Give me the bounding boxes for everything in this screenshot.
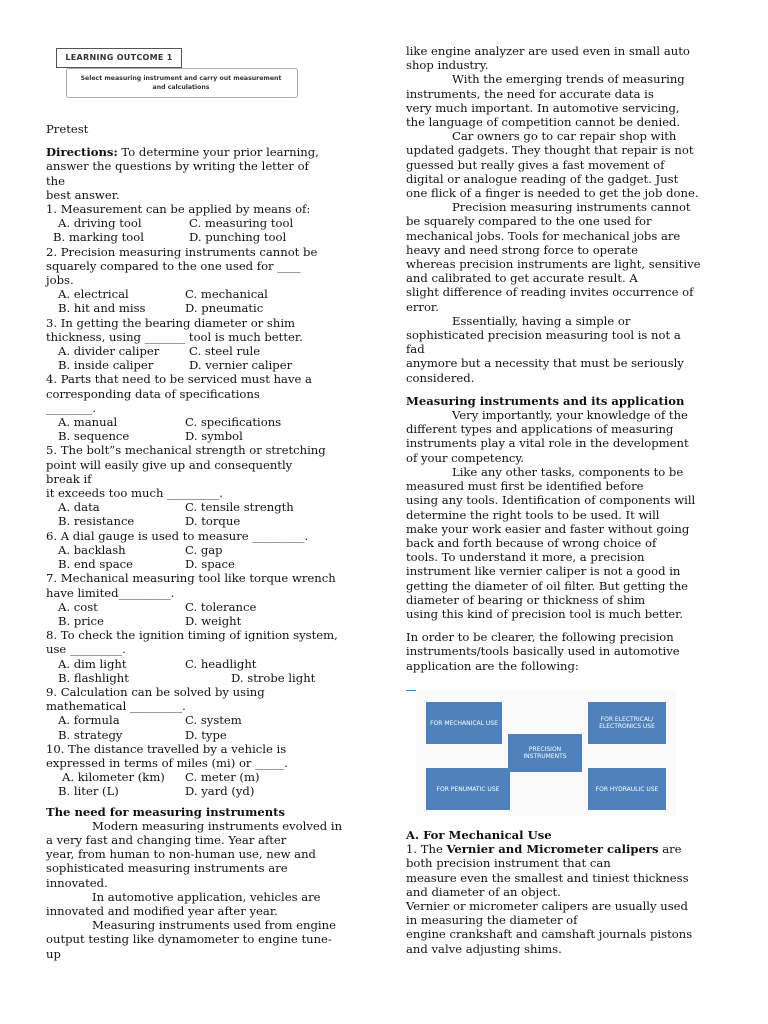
need-section-body	[46, 819, 364, 961]
paragraph-line: back and forth because of wrong choice of	[406, 535, 657, 550]
item1-suffix: are	[658, 842, 682, 857]
answer-option: B. strategy	[58, 727, 123, 742]
answer-options-row	[46, 770, 364, 784]
answer-options-row	[46, 415, 364, 429]
answer-option: A. kilometer (km)	[62, 770, 165, 785]
question-text: use _________.	[46, 642, 126, 657]
paragraph-line: instruments/tools basically used in automotive	[406, 644, 680, 659]
question-text: break if	[46, 471, 92, 486]
measuring-section-body	[406, 408, 724, 621]
question-text: 2. Precision measuring instruments cannot be	[46, 244, 318, 259]
measuring-section-heading: Measuring instruments and its application	[406, 393, 685, 408]
paragraph-line: instrument like vernier caliper is not a good in	[406, 564, 681, 579]
paragraph-line: be squarely compared to the one used for	[406, 214, 652, 229]
answer-option: C. headlight	[185, 656, 257, 671]
answer-option: A. cost	[58, 599, 98, 614]
paragraph-line: With the emerging trends of measuring	[452, 72, 685, 87]
paragraph-line: one flick of a finger is needed to get the job done.	[406, 186, 699, 201]
learning-outcome-description	[66, 74, 296, 92]
answer-option: B. flashlight	[58, 670, 129, 685]
answer-options-row	[46, 301, 364, 315]
item1-bold: Vernier and Micrometer calipers	[446, 842, 659, 857]
paragraph-line: engine crankshaft and camshaft journals pistons	[406, 927, 693, 942]
answer-options-row	[46, 429, 364, 443]
answer-option: B. resistance	[58, 514, 135, 529]
answer-options-row	[46, 657, 364, 671]
item1-body	[406, 856, 724, 955]
right-column	[406, 44, 724, 673]
question-list	[46, 202, 364, 799]
question-text: mathematical _________.	[46, 699, 186, 714]
paragraph-line: sophisticated precision measuring tool is not a	[406, 328, 681, 343]
answer-option: D. punching tool	[189, 230, 287, 245]
paragraph-line: different types and applications of measuring	[406, 422, 674, 437]
question-text: 10. The distance travelled by a vehicle is	[46, 741, 287, 756]
right-paragraphs	[406, 72, 724, 384]
answer-options-row	[46, 713, 364, 727]
node-pneumatic-use: FOR PENUMATIC USE	[426, 768, 510, 810]
directions-line: answer the questions by writing the letter of	[46, 159, 309, 174]
answer-option: B. price	[58, 613, 104, 628]
question-text: 9. Calculation can be solved by using	[46, 684, 265, 699]
answer-option: A. data	[58, 500, 100, 515]
answer-option: C. measuring tool	[189, 216, 294, 231]
item1-prefix: 1. The	[406, 842, 447, 857]
answer-option: A. driving tool	[58, 216, 142, 231]
answer-option: D. symbol	[185, 429, 243, 444]
pretest-heading: Pretest	[46, 122, 89, 136]
learning-outcome-box	[56, 48, 298, 98]
answer-options-row	[46, 344, 364, 358]
paragraph-line: determine the right tools to be used. It will	[406, 507, 660, 522]
question-text: 7. Mechanical measuring tool like torque wrench	[46, 571, 336, 586]
paragraph-line: application are the following:	[406, 658, 579, 673]
answer-options-row	[46, 728, 364, 742]
item1-first-line	[406, 842, 724, 856]
mechanical-use-heading: A. For Mechanical Use	[406, 828, 552, 842]
paragraph-line: Precision measuring instruments cannot	[452, 200, 691, 215]
answer-option: A. dim light	[58, 656, 127, 671]
answer-option: C. tolerance	[185, 599, 257, 614]
answer-options-row	[46, 287, 364, 301]
paragraph-line: sophisticated measuring instruments are	[46, 861, 288, 876]
directions-line: best answer.	[46, 187, 120, 202]
paragraph-line: of your competency.	[406, 450, 525, 465]
paragraph-line: the language of competition cannot be denied.	[406, 115, 681, 130]
question-text: 5. The bolt”s mechanical strength or stretching	[46, 443, 326, 458]
answer-options-row	[46, 230, 364, 244]
paragraph-line: getting the diameter of oil filter. But getting the	[406, 578, 689, 593]
answer-option: B. liter (L)	[58, 784, 119, 799]
node-mechanical-use: FOR MECHANICAL USE	[426, 702, 502, 744]
answer-options-row	[46, 671, 364, 685]
node-precision-instruments: PRECISION INSTRUMENTS	[508, 734, 582, 772]
question-text: it exceeds too much _________.	[46, 486, 223, 501]
answer-option: B. inside caliper	[58, 358, 154, 373]
answer-option: D. yard (yd)	[185, 784, 255, 799]
answer-options-row	[46, 614, 364, 628]
lo-desc-line: Select measuring instrument and carry out measurement	[80, 75, 282, 82]
answer-option: A. formula	[58, 713, 120, 728]
intro-line: like engine analyzer are used even in small auto	[406, 44, 690, 58]
answer-options-row	[46, 557, 364, 571]
paragraph-line: guessed but really gives a fast movement of	[406, 157, 665, 172]
question-text: squarely compared to the one used for ____	[46, 258, 301, 273]
question-text: 6. A dial gauge is used to measure _________.	[46, 528, 309, 543]
question-text: 1. Measurement can be applied by means of:	[46, 202, 311, 217]
directions-label: Directions:	[46, 145, 118, 160]
paragraph-line: make your work easier and faster without going	[406, 521, 690, 536]
paragraph-line: innovated.	[46, 875, 108, 890]
answer-option: D. space	[185, 557, 235, 572]
mechanical-use-section	[406, 828, 724, 956]
precision-instruments-diagram	[416, 690, 676, 816]
directions-text: To determine your prior learning,	[117, 145, 319, 160]
answer-option: D. torque	[185, 514, 241, 529]
answer-option: C. gap	[185, 542, 223, 557]
question-text: ________.	[46, 400, 97, 415]
node-electrical-use: FOR ELECTRICAL/ ELECTRONICS USE	[588, 702, 666, 744]
answer-option: C. tensile strength	[185, 500, 294, 515]
answer-option: C. meter (m)	[185, 770, 260, 785]
need-section-heading: The need for measuring instruments	[46, 804, 286, 819]
answer-option: C. system	[185, 713, 242, 728]
paragraph-line: and valve adjusting shims.	[406, 941, 562, 956]
answer-option: B. hit and miss	[58, 301, 146, 316]
paragraph-line: heavy and need strong force to operate	[406, 242, 638, 257]
answer-options-row	[46, 600, 364, 614]
paragraph-line: instruments, the need for accurate data is	[406, 86, 654, 101]
paragraph-line: Very importantly, your knowledge of the	[452, 408, 688, 423]
answer-option: A. electrical	[58, 287, 129, 302]
paragraph-line: up	[46, 946, 61, 961]
paragraph-line: measure even the smallest and tiniest thickness	[406, 870, 689, 885]
question-text: jobs.	[46, 273, 74, 288]
answer-option: B. sequence	[58, 429, 130, 444]
answer-options-row	[46, 358, 364, 372]
paragraph-line: Like any other tasks, components to be	[452, 464, 684, 479]
paragraph-line: In automotive application, vehicles are	[92, 889, 321, 904]
paragraph-line: slight difference of reading invites occurrence of	[406, 285, 694, 300]
paragraph-line: in measuring the diameter of	[406, 913, 578, 928]
learning-outcome-title: LEARNING OUTCOME 1	[56, 48, 182, 68]
paragraph-line: using any tools. Identification of components will	[406, 493, 696, 508]
answer-options-row	[46, 514, 364, 528]
question-text: 3. In getting the bearing diameter or shim	[46, 315, 296, 330]
answer-options-row	[46, 543, 364, 557]
question-text: point will easily give up and consequently	[46, 457, 293, 472]
clarity-paragraph	[406, 630, 724, 673]
answer-option: A. divider caliper	[58, 344, 160, 359]
paragraph-line: instruments play a vital role in the development	[406, 436, 689, 451]
paragraph-line: In order to be clearer, the following precision	[406, 630, 674, 645]
answer-option: A. backlash	[58, 542, 126, 557]
paragraph-line: using this kind of precision tool is much better.	[406, 606, 684, 621]
paragraph-line: Essentially, having a simple or	[452, 313, 631, 328]
node-hydraulic-use: FOR HYDRAULIC USE	[588, 768, 666, 810]
answer-option: A. manual	[58, 415, 118, 430]
answer-option: C. mechanical	[185, 287, 268, 302]
paragraph-line: Measuring instruments used from engine	[92, 918, 336, 933]
answer-options-row	[46, 500, 364, 514]
intro-line: shop industry.	[406, 58, 489, 73]
answer-options-row	[46, 784, 364, 798]
question-text: thickness, using _______ tool is much better.	[46, 329, 303, 344]
paragraph-line: tools. To understand it more, a precision	[406, 550, 645, 565]
answer-option: B. marking tool	[53, 230, 144, 245]
paragraph-line: Car owners go to car repair shop with	[452, 129, 677, 144]
paragraph-line: updated gadgets. They thought that repair is not	[406, 143, 694, 158]
question-text: have limited_________.	[46, 585, 175, 600]
paragraph-line: a very fast and changing time. Year after	[46, 832, 287, 847]
question-text: 4. Parts that need to be serviced must have a	[46, 372, 312, 387]
answer-option: B. end space	[58, 557, 133, 572]
paragraph-line: year, from human to non-human use, new and	[46, 847, 316, 862]
answer-option: C. specifications	[185, 415, 282, 430]
question-text: corresponding data of specifications	[46, 386, 260, 401]
paragraph-line: digital or analogue reading of the gadget. Just	[406, 171, 679, 186]
paragraph-line: fad	[406, 342, 425, 357]
answer-option: D. vernier caliper	[189, 358, 293, 373]
paragraph-line: very much important. In automotive servicing,	[406, 100, 680, 115]
question-text: 8. To check the ignition timing of ignition system,	[46, 628, 338, 643]
directions-line	[46, 145, 364, 159]
lo-desc-line: and calculations	[152, 84, 210, 91]
paragraph-line: both precision instrument that can	[406, 856, 611, 871]
paragraph-line: diameter of bearing or thickness of shim	[406, 592, 646, 607]
answer-option: D. weight	[185, 613, 242, 628]
answer-option: D. pneumatic	[185, 301, 264, 316]
answer-option: D. type	[185, 727, 227, 742]
directions-line: the	[46, 173, 65, 188]
answer-option: D. strobe light	[231, 670, 316, 685]
answer-options-row	[46, 216, 364, 230]
left-column	[46, 122, 364, 961]
question-text: expressed in terms of miles (mi) or _____.	[46, 755, 288, 770]
paragraph-line: measured must first be identified before	[406, 479, 644, 494]
paragraph-line: Vernier or micrometer calipers are usually used	[406, 899, 688, 914]
paragraph-line: anymore but a necessity that must be seriously	[406, 356, 684, 371]
paragraph-line: error.	[406, 299, 439, 314]
paragraph-line: output testing like dynamometer to engine tune-	[46, 932, 332, 947]
paragraph-line: considered.	[406, 370, 475, 385]
paragraph-line: whereas precision instruments are light, sensitive	[406, 257, 701, 272]
paragraph-line: and calibrated to get accurate result. A	[406, 271, 638, 286]
paragraph-line: mechanical jobs. Tools for mechanical jobs are	[406, 228, 681, 243]
paragraph-line: innovated and modified year after year.	[46, 903, 278, 918]
paragraph-line: and diameter of an object.	[406, 884, 561, 899]
paragraph-line: Modern measuring instruments evolved in	[92, 818, 343, 833]
answer-option: C. steel rule	[189, 344, 261, 359]
